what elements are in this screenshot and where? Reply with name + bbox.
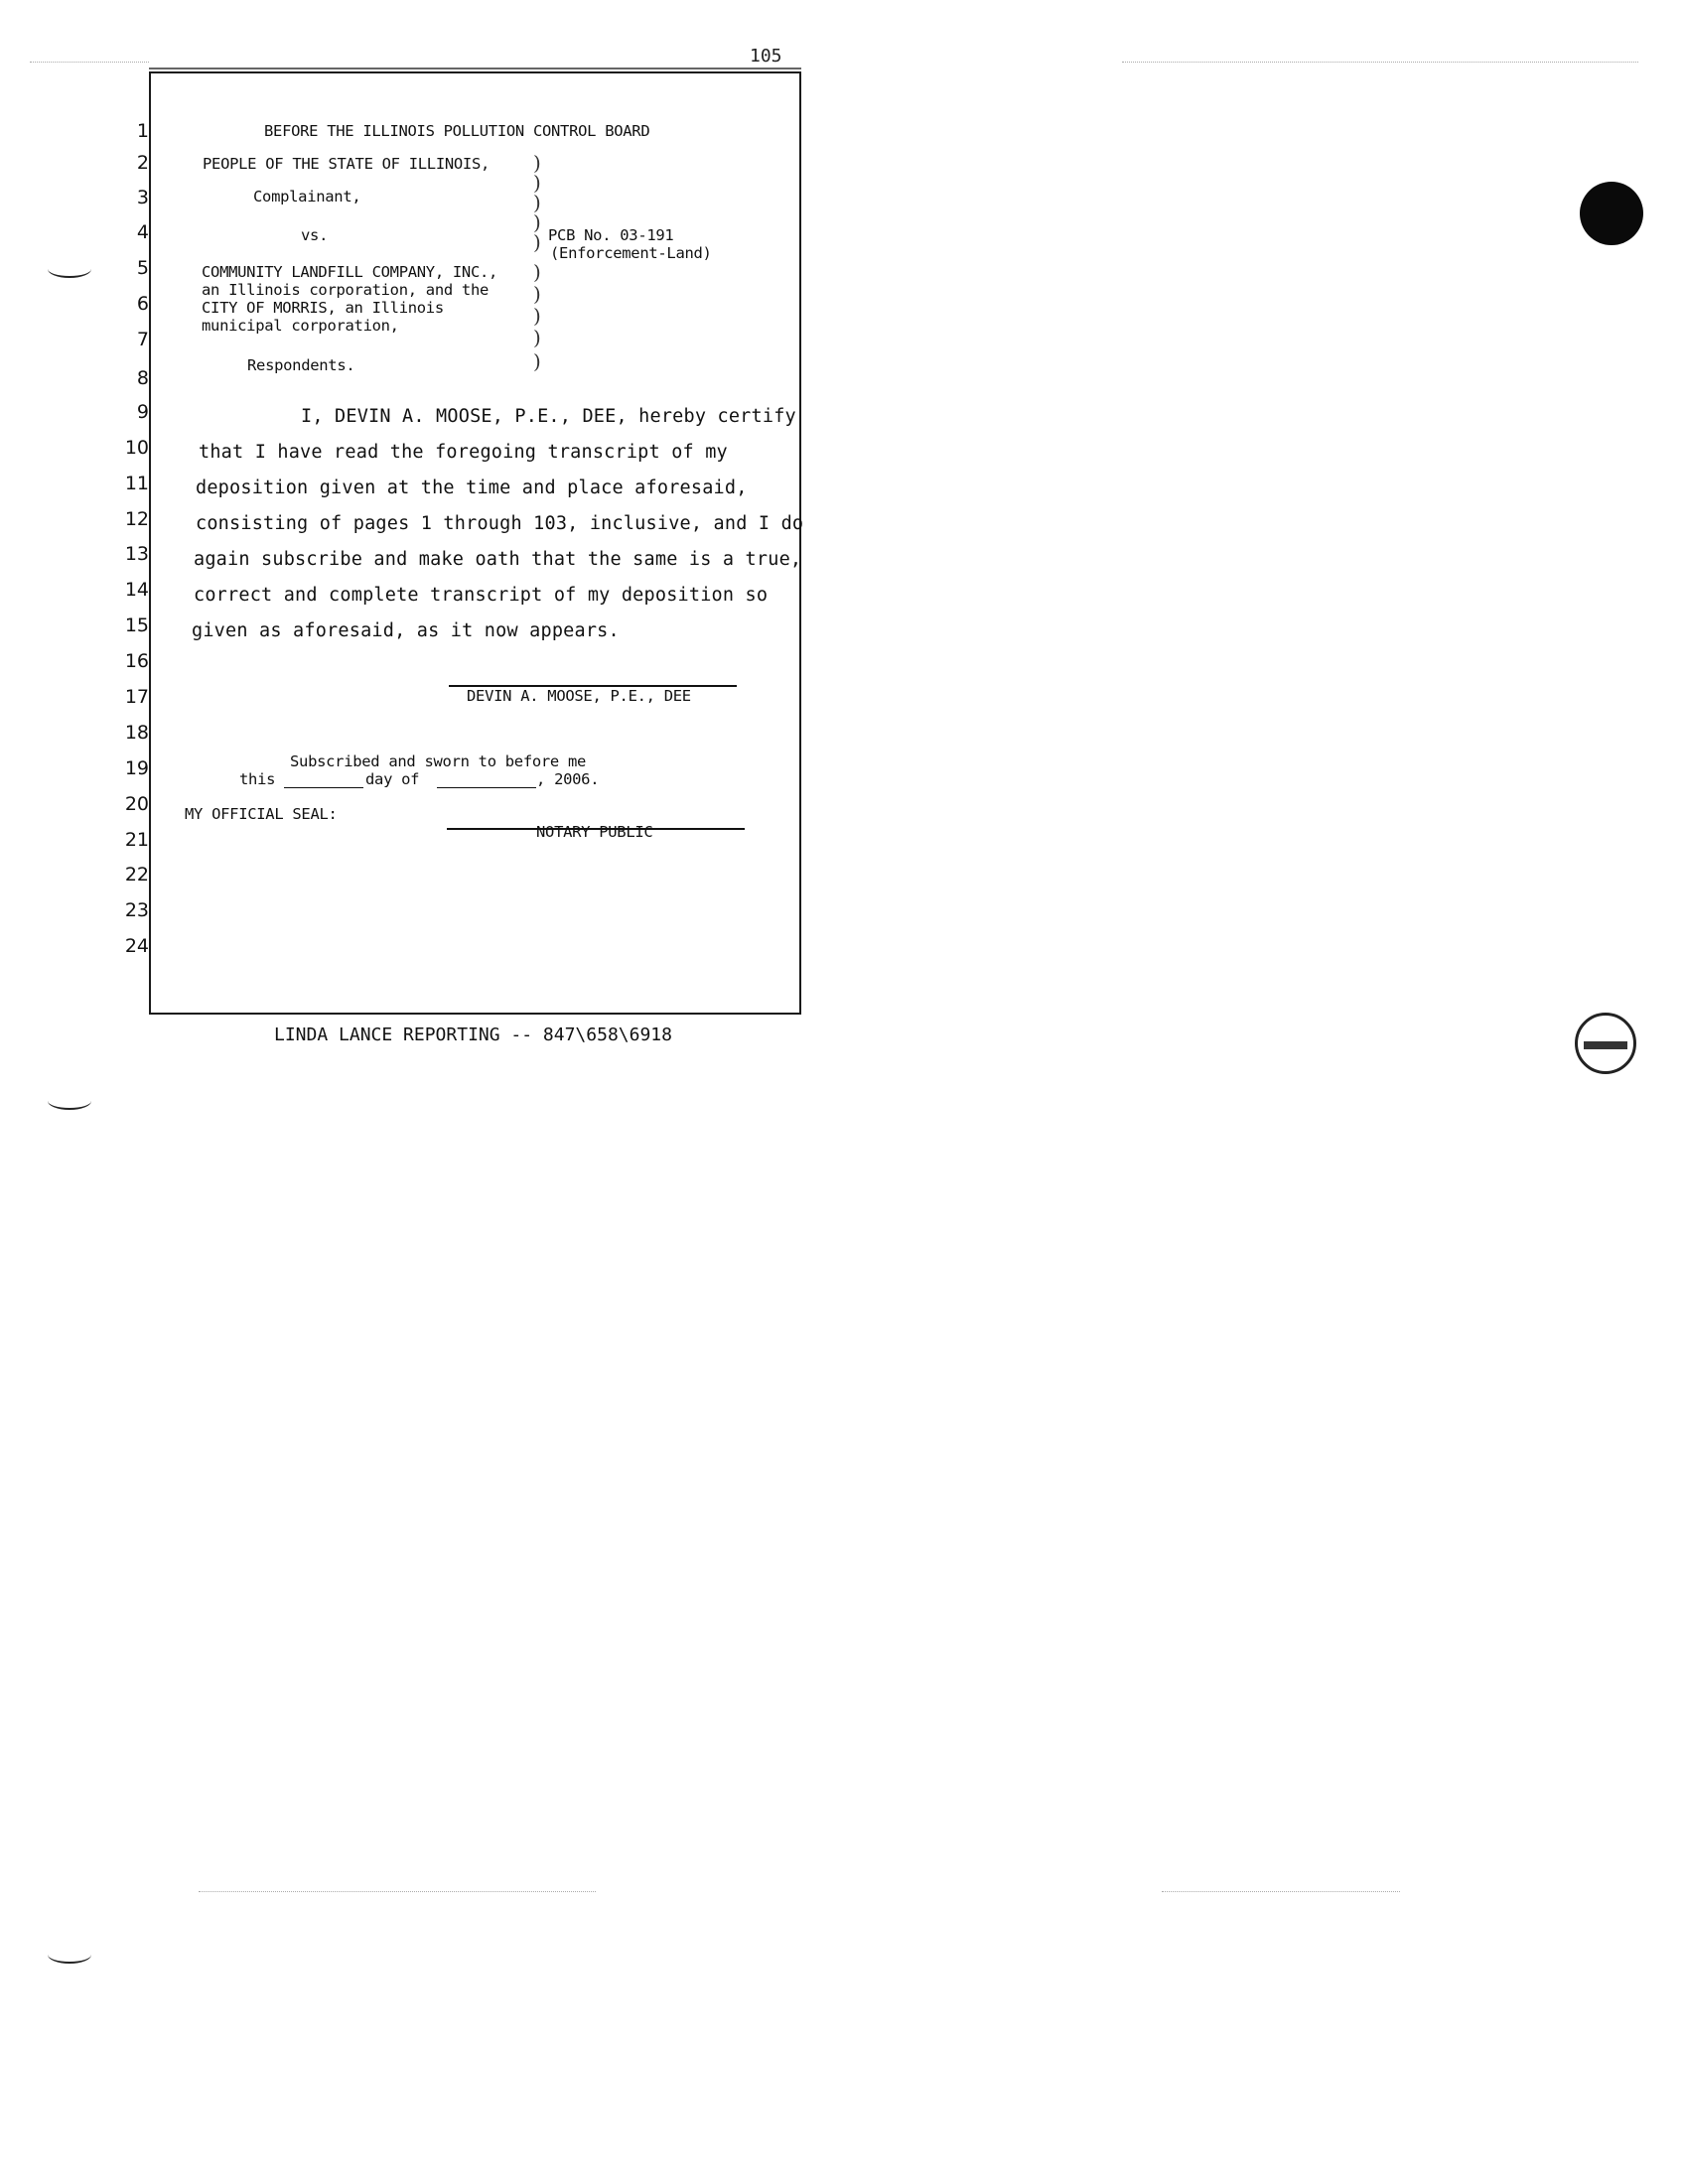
line-number: 3 <box>136 187 149 208</box>
line-number: 23 <box>124 899 149 921</box>
deponent-name: DEVIN A. MOOSE, P.E., DEE <box>467 687 691 705</box>
line-number: 8 <box>136 367 149 389</box>
year-text: , 2006. <box>536 770 600 788</box>
board-heading: BEFORE THE ILLINOIS POLLUTION CONTROL BOARD <box>264 122 650 140</box>
line-number: 15 <box>124 614 149 636</box>
scan-speckle-top-left <box>30 62 149 64</box>
line-number: 4 <box>136 221 149 243</box>
day-of-label: day of <box>365 770 420 788</box>
frame-top-edge <box>149 68 801 69</box>
line-number: 18 <box>124 722 149 744</box>
line-number: 9 <box>136 401 149 423</box>
line-number: 12 <box>124 508 149 530</box>
reporter-footer: LINDA LANCE REPORTING -- 847\658\6918 <box>274 1024 672 1045</box>
line-number: 22 <box>124 864 149 886</box>
line-number: 5 <box>136 257 149 279</box>
respondent-line-3: CITY OF MORRIS, an Illinois <box>202 299 444 317</box>
line-number: 6 <box>136 293 149 315</box>
case-number: PCB No. 03-191 <box>548 226 674 244</box>
caption-brace: ) <box>533 210 541 234</box>
notary-public-label: NOTARY PUBLIC <box>536 823 653 841</box>
line-number: 13 <box>124 543 149 565</box>
caption-brace: ) <box>533 304 541 328</box>
binding-mark-1 <box>48 260 91 278</box>
caption-brace: ) <box>533 151 541 175</box>
caption-brace: ) <box>533 171 541 195</box>
line-number: 7 <box>136 329 149 350</box>
caption-brace: ) <box>533 191 541 214</box>
body-line: consisting of pages 1 through 103, inclusive, and I do <box>196 513 804 534</box>
binding-mark-2 <box>48 1092 91 1110</box>
case-type: (Enforcement-Land) <box>550 244 712 262</box>
transcript-frame <box>149 71 804 1015</box>
line-number: 14 <box>124 579 149 601</box>
line-number: 16 <box>124 650 149 672</box>
punch-hole-top <box>1580 182 1643 245</box>
punch-hole-middle <box>1575 1013 1636 1074</box>
respondent-line-4: municipal corporation, <box>202 317 399 335</box>
this-label: this <box>239 770 276 788</box>
line-number: 10 <box>124 437 149 459</box>
caption-brace: ) <box>533 326 541 349</box>
day-blank <box>284 787 363 788</box>
body-line: given as aforesaid, as it now appears. <box>192 620 620 641</box>
complainant-label: Complainant, <box>253 188 361 205</box>
body-line: that I have read the foregoing transcript of my <box>199 442 728 463</box>
caption-brace: ) <box>533 230 541 254</box>
caption-brace: ) <box>533 349 541 373</box>
month-blank <box>437 787 536 788</box>
official-seal-label: MY OFFICIAL SEAL: <box>185 805 338 823</box>
line-number: 24 <box>124 935 149 957</box>
caption-brace: ) <box>533 282 541 306</box>
line-number: 2 <box>136 152 149 174</box>
respondents-label: Respondents. <box>247 356 355 374</box>
subscribed-text: Subscribed and sworn to before me <box>290 752 587 770</box>
respondent-line-1: COMMUNITY LANDFILL COMPANY, INC., <box>202 263 498 281</box>
body-line: deposition given at the time and place aforesaid, <box>196 478 748 498</box>
body-line: again subscribe and make oath that the same is a true, <box>194 549 802 570</box>
line-number: 1 <box>136 120 149 142</box>
caption-brace: ) <box>533 260 541 284</box>
versus-label: vs. <box>301 226 329 244</box>
body-line: correct and complete transcript of my deposition so <box>194 585 769 606</box>
line-number: 19 <box>124 757 149 779</box>
scan-speckle-bottom-left <box>199 1891 596 1893</box>
plaintiff-name: PEOPLE OF THE STATE OF ILLINOIS, <box>203 155 491 173</box>
scan-speckle-bottom-right <box>1162 1891 1400 1893</box>
line-number: 17 <box>124 686 149 708</box>
line-number: 21 <box>124 829 149 851</box>
respondent-line-2: an Illinois corporation, and the <box>202 281 490 299</box>
scan-speckle-top-right <box>1122 62 1638 64</box>
binding-mark-3 <box>48 1946 91 1964</box>
line-number: 11 <box>124 473 149 494</box>
line-number: 20 <box>124 793 149 815</box>
body-line: I, DEVIN A. MOOSE, P.E., DEE, hereby certify <box>301 406 796 427</box>
page-number: 105 <box>750 46 782 67</box>
